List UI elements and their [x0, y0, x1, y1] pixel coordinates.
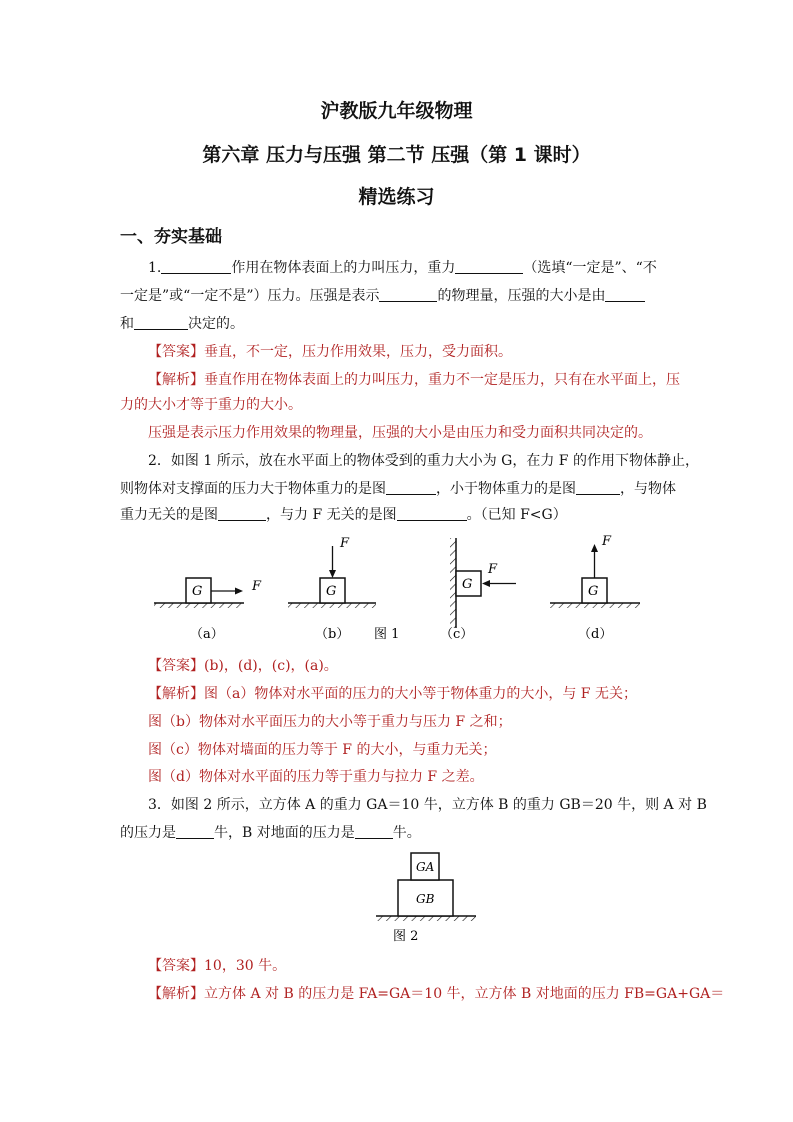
diagram-label: （b） [315, 627, 350, 642]
force-label: F [602, 534, 612, 549]
q1-line2 [120, 286, 645, 306]
diagram-b [288, 536, 376, 642]
force-label: F [252, 579, 262, 594]
diagram-label: （d） [578, 627, 613, 642]
force-label: F [488, 562, 498, 577]
force-label: F [340, 536, 350, 551]
blank [397, 506, 467, 521]
arrow-head-icon [329, 570, 336, 578]
diagram-d [550, 534, 640, 642]
wall-hatch [450, 538, 456, 628]
q2-text: ，与力 F 无关的是图 [266, 507, 397, 523]
q1-analysis: 压强是表示压力作用效果的物理量，压强的大小是由压力和受力面积共同决定的。 [148, 425, 652, 441]
q1-text: 的物理量，压强的大小是由 [437, 288, 606, 304]
q3-answer: 【答案】10，30 牛。 [148, 958, 287, 974]
blank [605, 287, 645, 302]
block-label: G [192, 584, 203, 599]
blank [386, 480, 436, 495]
arrow-head-icon [235, 588, 243, 595]
blank [576, 480, 620, 495]
q1-analysis: 【解析】垂直作用在物体表面上的力叫压力，重力不一定是压力，只有在水平面上，压 [148, 372, 680, 388]
q1-text: 决定的。 [188, 316, 244, 332]
q1-analysis: 力的大小才等于重力的大小。 [120, 397, 302, 413]
blank [355, 824, 393, 839]
q1-text: 和 [120, 316, 134, 332]
q2-text: 。（已知 F<G） [466, 507, 567, 523]
diagram-label: （a） [190, 627, 224, 642]
q1-text: （选填“一定是”、“不 [523, 260, 657, 276]
figure-caption: 图 2 [393, 929, 419, 944]
q2-answer: 【答案】(b)，(d)，(c)，(a)。 [148, 658, 338, 674]
q2-analysis: 【解析】图（a）物体对水平面的压力的大小等于物体重力的大小，与 F 无关； [148, 686, 637, 702]
chapter-title: 第六章 压力与压强 第二节 压强（第 1 课时） [202, 144, 591, 166]
figure-2 [360, 845, 490, 945]
q1-line1 [148, 258, 657, 278]
doc-subtitle: 精选练习 [358, 186, 435, 208]
q2-line3 [120, 505, 567, 525]
cube-a-label: GA [416, 860, 435, 874]
q2-text: 则物体对支撑面的压力大于物体重力的是图 [120, 481, 386, 497]
q3-text: 牛。 [392, 825, 421, 841]
q1-number: 1. [148, 260, 162, 276]
q3-text: 牛，B 对地面的压力是 [214, 825, 355, 841]
q2-text: ，与物体 [620, 481, 676, 497]
q2-text: ，小于物体重力的是图 [436, 481, 576, 497]
figure-1 [0, 530, 793, 650]
diagram-label: （c） [440, 627, 474, 642]
blank [134, 315, 188, 330]
section-heading: 一、夯实基础 [120, 227, 222, 247]
arrow-head-icon [591, 544, 598, 552]
block-label: G [588, 584, 599, 599]
doc-title: 沪教版九年级物理 [320, 100, 473, 122]
blank [379, 287, 437, 302]
q1-text: 作用在物体表面上的力叫压力，重力 [231, 260, 456, 276]
diagram-c [440, 538, 516, 642]
q2-analysis: 图（d）物体对水平面的压力等于重力与拉力 F 之差。 [148, 769, 484, 785]
figure-caption: 图 1 [374, 627, 400, 642]
q3-analysis: 【解析】立方体 A 对 B 的压力是 FA=GA＝10 牛，立方体 B 对地面的压力 FB=GA+GA＝ [148, 986, 725, 1002]
q3-line1: 3．如图 2 所示，立方体 A 的重力 GA＝10 牛，立方体 B 的重力 GB＝20 牛，则 A 对 B [148, 797, 707, 813]
q2-analysis: 图（b）物体对水平面压力的大小等于重力与压力 F 之和； [148, 714, 512, 730]
cube-b-label: GB [416, 892, 435, 906]
block-label: G [462, 577, 473, 592]
q1-text: 一定是”或“一定不是”）压力。压强是表示 [120, 288, 380, 304]
blank [161, 259, 231, 274]
q2-text: 重力无关的是图 [120, 507, 218, 523]
diagram-a [154, 578, 262, 642]
q2-line2 [120, 479, 676, 499]
blank [455, 259, 523, 274]
q3-text: 的压力是 [120, 825, 176, 841]
block-label: G [326, 584, 337, 599]
q3-line2 [120, 823, 421, 843]
q2-line1: 2．如图 1 所示，放在水平面上的物体受到的重力大小为 G，在力 F 的作用下物体静止， [148, 453, 699, 469]
blank [176, 824, 214, 839]
q2-analysis: 图（c）物体对墙面的压力等于 F 的大小，与重力无关； [148, 742, 497, 758]
blank [218, 506, 266, 521]
q1-answer: 【答案】垂直，不一定，压力作用效果，压力，受力面积。 [148, 344, 512, 360]
q1-line3 [120, 314, 244, 334]
arrow-head-icon [482, 580, 490, 587]
